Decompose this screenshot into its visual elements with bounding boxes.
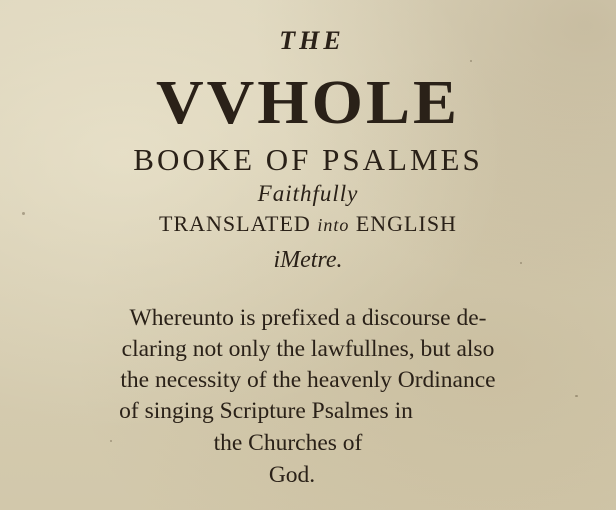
body-line: of singing Scripture Psalmes in: [119, 398, 413, 424]
into-word: into: [317, 215, 350, 235]
body-line: Whereunto is prefixed a discourse de-: [129, 305, 487, 331]
body-line: God.: [268, 462, 316, 488]
title-booke-of-psalmes: BOOKE OF PSALMES: [133, 142, 483, 177]
subtitle-metre: iMetre.: [273, 247, 343, 273]
body-line: the Churches of: [213, 430, 363, 456]
subtitle-faithfully: Faithfully: [257, 181, 359, 206]
paper-speck: [470, 60, 472, 62]
paper-speck: [575, 395, 578, 397]
body-line: claring not only the lawfullnes, but also: [121, 336, 495, 362]
english-word: ENGLISH: [355, 211, 457, 236]
title-whole: VVHOLE: [155, 67, 461, 138]
title-the: THE: [279, 26, 345, 55]
translated-word: TRANSLATED: [159, 211, 311, 236]
subtitle-translated: [0, 213, 616, 235]
body-line: the necessity of the heavenly Ordinance: [120, 367, 496, 393]
